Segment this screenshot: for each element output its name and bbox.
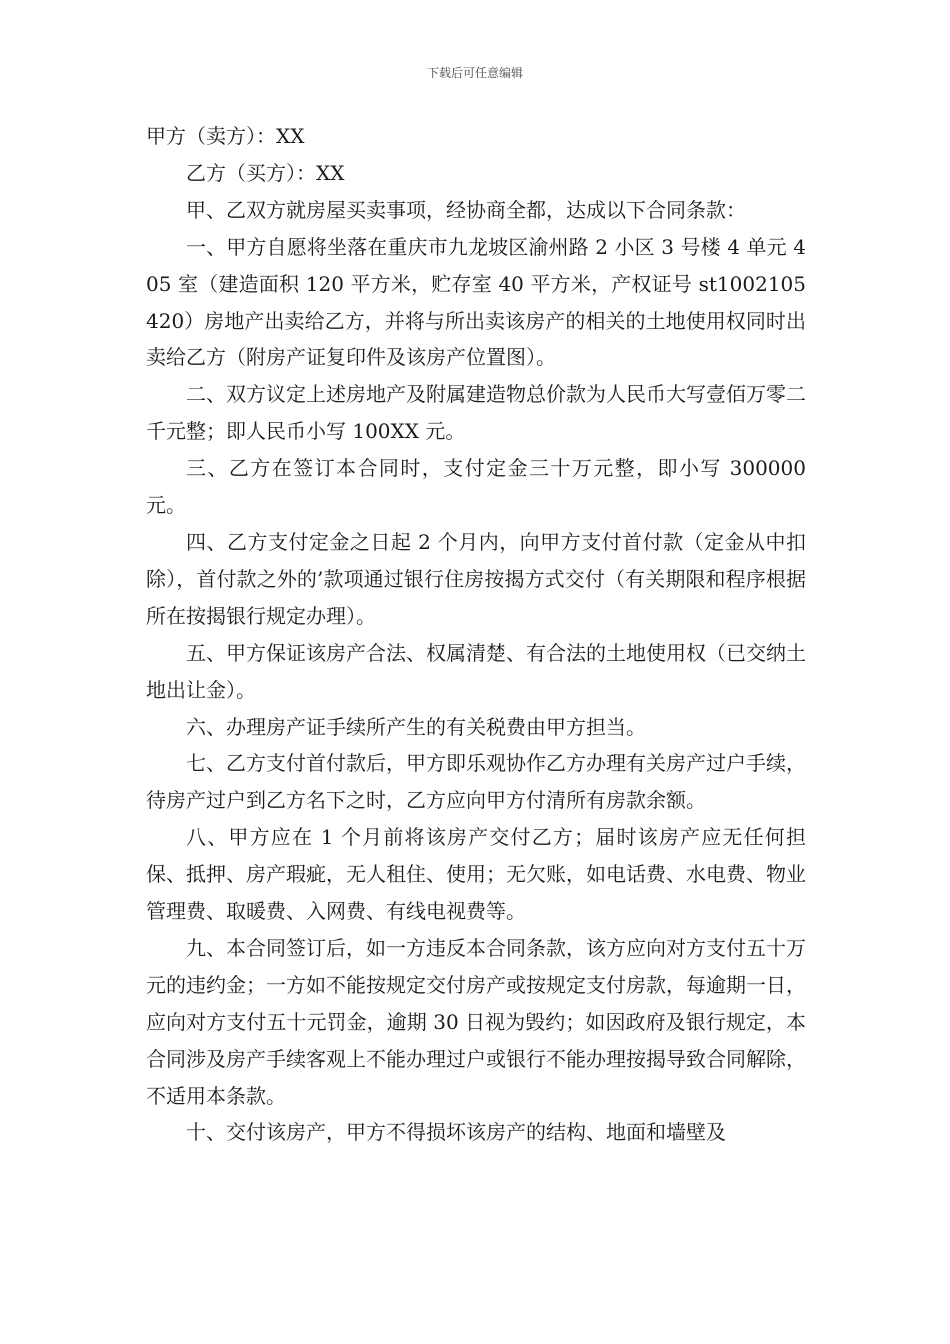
clause-9: 九、本合同签订后，如一方违反本合同条款，该方应向对方支付五十万元的违约金；一方如不能按规定交付房产或按规定支付房款，每逾期一日，应向对方支付五十元罚金，逾期 30 日视为毁约；如因政府及银行规定，本合同涉及房产手续客观上不能办理过户或银行不能办理按揭导致合同解除，不适用本条款。: [146, 935, 806, 1108]
clause-10: 十、交付该房产，甲方不得损坏该房产的结构、地面和墙壁及: [186, 1120, 726, 1145]
contract-intro: 甲、乙双方就房屋买卖事项，经协商全都，达成以下合同条款：: [186, 197, 746, 222]
party-a-line: 甲方（卖方）：XX: [146, 124, 305, 148]
clause-4: 四、乙方支付定金之日起 2 个月内，向甲方支付首付款（定金从中扣除），首付款之外的’款项通过银行住房按揭方式交付（有关期限和程序根据所在按揭银行规定办理）。: [146, 529, 806, 628]
clause-6: 六、办理房产证手续所产生的有关税费由甲方担当。: [186, 714, 646, 739]
page-header-note: 下载后可任意编辑: [426, 66, 523, 80]
clause-2: 二、双方议定上述房地产及附属建造物总价款为人民币大写壹佰万零二千元整；即人民币小写 100XX 元。: [146, 382, 806, 444]
party-b-line: 乙方（买方）：XX: [186, 160, 345, 185]
clause-1: 一、甲方自愿将坐落在重庆市九龙坡区渝州路 2 小区 3 号楼 4 单元 405 室（建造面积 120 平方米，贮存室 40 平方米，产权证号 st1002105420）房地产出卖给乙方，并将与所出卖该房产的相关的土地使用权同时出卖给乙方（附房产证复印件及该房产位置图）。: [146, 234, 806, 370]
clause-3: 三、乙方在签订本合同时，支付定金三十万元整，即小写 300000 元。: [146, 456, 806, 518]
contract-body: [146, 118, 806, 1151]
clause-7: 七、乙方支付首付款后，甲方即乐观协作乙方办理有关房产过户手续，待房产过户到乙方名下之时，乙方应向甲方付清所有房款余额。: [146, 751, 806, 813]
clause-8: 八、甲方应在 1 个月前将该房产交付乙方；届时该房产应无任何担保、抵押、房产瑕疵，无人租住、使用；无欠账，如电话费、水电费、物业管理费、取暖费、入网费、有线电视费等。: [146, 825, 806, 924]
clause-5: 五、甲方保证该房产合法、权属清楚、有合法的土地使用权（已交纳土地出让金）。: [146, 640, 806, 702]
